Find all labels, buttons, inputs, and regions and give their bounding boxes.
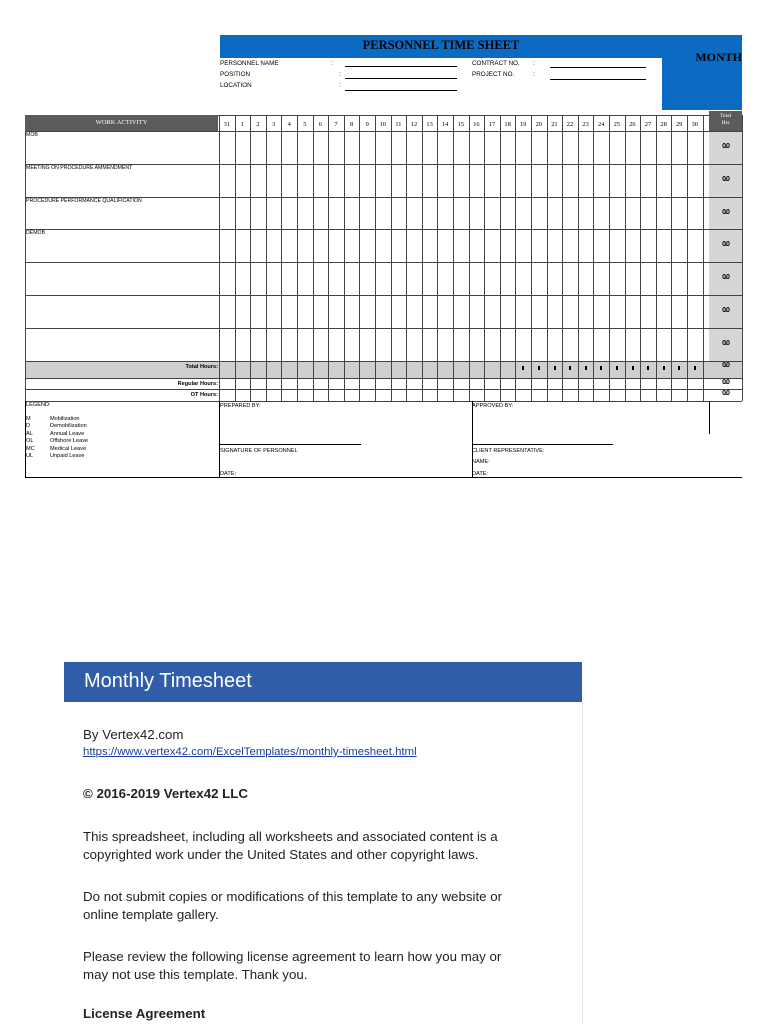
grid-line-horizontal: [25, 131, 742, 132]
day-number: 27: [644, 121, 652, 128]
legend-code: D: [26, 423, 31, 430]
day-number: 11: [395, 121, 402, 128]
day-number: 24: [597, 121, 605, 128]
footer-border-left: [25, 401, 26, 478]
grid-line-vertical: [578, 115, 579, 401]
grid-line-vertical: [313, 115, 314, 401]
day-number: 20: [535, 121, 542, 128]
totals-row-value: 0.0: [722, 361, 729, 369]
totals-row-label: OT Hours:: [190, 391, 218, 398]
legend-code: UL: [26, 453, 34, 459]
grid-line-horizontal: [25, 389, 742, 390]
day-number: 1: [240, 121, 244, 128]
total-hours-tick: [600, 366, 602, 370]
total-hrs-header: [709, 111, 742, 131]
approved-by-label: APPROVED BY:: [472, 403, 514, 409]
name-label: NAME:: [472, 459, 490, 465]
date-label-right: DATE:: [472, 471, 489, 477]
day-number: 15: [457, 121, 464, 128]
legend-code: M: [26, 416, 31, 422]
total-header-line1: Total: [719, 113, 732, 119]
legend-code: MC: [26, 445, 35, 452]
grid-line-vertical: [437, 115, 438, 401]
grid-line-vertical: [297, 115, 298, 401]
total-hours-tick: [585, 366, 587, 370]
row-total-value: 0.0: [722, 208, 729, 216]
legend-description: Medical Leave: [50, 445, 87, 452]
day-number: 23: [582, 121, 589, 128]
grid-line-vertical: [562, 115, 563, 401]
legend-description: Unpaid Leave: [50, 453, 85, 459]
location-input[interactable]: [345, 90, 457, 91]
grid-line-vertical: [235, 115, 236, 401]
totals-row-value: 0.0: [722, 378, 729, 386]
signature-line-right[interactable]: [472, 444, 613, 445]
footer-divider-2: [472, 401, 473, 478]
signature-line-left[interactable]: [220, 444, 361, 445]
footer-divider-1: [219, 401, 220, 478]
grid-line-vertical: [547, 115, 548, 401]
grid-line-vertical: [422, 115, 423, 401]
day-number: 30: [691, 121, 698, 128]
grid-line-vertical: [391, 115, 392, 401]
day-number: 17: [488, 121, 496, 128]
total-hours-tick: [647, 366, 649, 370]
grid-line-horizontal: [25, 295, 742, 296]
project-no-input[interactable]: [550, 79, 646, 80]
row-total-value: 0.0: [722, 241, 729, 249]
activity-label[interactable]: MOB: [26, 132, 38, 138]
day-number: 25: [613, 121, 620, 128]
grid-line-vertical: [453, 115, 454, 401]
grid-line-vertical: [703, 115, 704, 401]
grid-line-vertical: [281, 115, 282, 401]
day-number: 31: [223, 121, 230, 128]
total-hours-tick: [522, 366, 524, 370]
vertex-para2-line1: Do not submit copies or modifications of this template to any website or: [83, 889, 503, 904]
grid-line-vertical: [671, 115, 672, 401]
vertex-para2-line2: online template gallery.: [83, 907, 219, 922]
day-number: 9: [365, 121, 369, 128]
grid-line-vertical: [484, 115, 485, 401]
grid-line-vertical: [328, 115, 329, 401]
grid-line-vertical: [469, 115, 470, 401]
totals-row-value: 0.0: [722, 389, 729, 397]
activity-label[interactable]: PROCEDURE PERFORMANCE QUALIFICATION: [26, 197, 142, 204]
day-number: 3: [271, 121, 276, 128]
field-location-label: LOCATION: [220, 82, 252, 89]
field-colon: :: [533, 60, 535, 67]
month-box: [662, 58, 742, 110]
vertex-title: Monthly Timesheet: [84, 670, 252, 692]
client-representative-label: CLIENT REPRESENTATIVE:: [472, 448, 545, 454]
day-number: 12: [410, 121, 418, 128]
grid-line-vertical: [266, 115, 267, 401]
legend-description: Offshore Leave: [50, 438, 89, 445]
totals-row-label: Regular Hours:: [177, 380, 218, 387]
vertex-link[interactable]: https://www.vertex42.com/ExcelTemplates/monthly-timesheet.html: [83, 746, 417, 758]
day-number: 14: [441, 121, 449, 128]
field-colon: :: [339, 82, 341, 89]
contract-no-input[interactable]: [550, 67, 646, 68]
total-hours-tick: [616, 366, 618, 370]
grid-line-horizontal: [25, 361, 742, 362]
grid-line-vertical: [640, 115, 641, 401]
legend-code: OL: [26, 438, 34, 445]
total-hours-tick: [678, 366, 680, 370]
field-colon: :: [533, 71, 535, 78]
total-hours-tick: [554, 366, 556, 370]
vertex-para1-line2: copyrighted work under the United States and other copyright laws.: [83, 847, 479, 862]
row-total-value: 0.0: [722, 175, 729, 183]
grid-line-vertical: [359, 115, 360, 401]
grid-line-vertical: [250, 115, 251, 401]
field-colon: :: [339, 71, 341, 78]
day-number: 19: [519, 121, 527, 128]
legend-description: Demobilization: [50, 423, 87, 430]
vertex-para3-line2: may not use this template. Thank you.: [83, 967, 308, 982]
position-input[interactable]: [345, 78, 457, 79]
grid-line-horizontal: [25, 378, 742, 379]
row-total-value: 0.0: [722, 274, 729, 282]
day-number: 2: [256, 121, 260, 128]
total-hours-tick: [663, 366, 665, 370]
footer-divider-3: [709, 401, 710, 434]
row-total-value: 0.0: [722, 307, 729, 314]
vertex-right-rule: [582, 702, 583, 1024]
grid-line-vertical: [500, 115, 501, 401]
grid-line-vertical: [25, 115, 26, 401]
total-header-line2: Hrs: [721, 120, 730, 126]
grid-line-horizontal: [25, 229, 742, 230]
day-number: 26: [629, 121, 636, 128]
day-number: 28: [660, 121, 667, 128]
grid-line-vertical: [515, 115, 516, 401]
day-number: 29: [675, 121, 683, 128]
field-position-label: POSITION: [220, 71, 251, 78]
day-number: 18: [504, 121, 511, 128]
day-number: 21: [551, 121, 558, 128]
grid-line-vertical: [609, 115, 610, 401]
legend-description: Annual Leave: [50, 430, 85, 437]
grid-line-vertical: [219, 115, 220, 401]
vertex-para3-line1: Please review the following license agreement to learn how you may or: [83, 949, 502, 964]
footer-border-bottom: [25, 477, 742, 478]
grid-line-vertical: [344, 115, 345, 401]
field-colon: :: [331, 60, 333, 67]
date-label-left: DATE:: [220, 471, 237, 477]
grid-line-horizontal: [25, 262, 742, 263]
row-total-value: 0.0: [722, 339, 729, 347]
field-contract-no-label: CONTRACT NO.: [472, 60, 520, 67]
legend-code: AL: [26, 430, 33, 437]
vertex-para1-line1: This spreadsheet, including all worksheets and associated content is a: [83, 829, 498, 844]
prepared-by-label: PREPARED BY:: [220, 403, 261, 409]
day-number: 13: [426, 121, 433, 128]
month-label: MONTH: [695, 50, 742, 64]
day-number: 4: [287, 121, 291, 128]
field-project-no-label: PROJECT NO.: [472, 71, 515, 78]
vertex-by: By Vertex42.com: [83, 727, 184, 742]
row-total-value: 0.0: [722, 143, 729, 150]
activity-label[interactable]: DEMOB: [26, 230, 46, 237]
activity-label[interactable]: MEETING ON PROCEDURE AMMENDMENT: [26, 164, 133, 171]
signature-of-personnel-label: SIGNATURE OF PERSONNEL: [220, 448, 298, 454]
day-number: 6: [318, 121, 322, 128]
grid-line-vertical: [625, 115, 626, 401]
legend-description: Mobilization: [50, 416, 80, 422]
timesheet-title: PERSONNEL TIME SHEET: [362, 38, 520, 52]
total-hours-tick: [694, 366, 696, 370]
vertex-copyright: © 2016-2019 Vertex42 LLC: [83, 786, 249, 801]
work-activity-header: WORK ACTIVITY: [25, 115, 218, 131]
day-number: 10: [379, 121, 386, 128]
grid-line-horizontal: [25, 401, 742, 402]
grid-line-vertical: [406, 115, 407, 401]
day-number: 22: [566, 121, 574, 128]
legend-title: LEGEND:: [26, 402, 51, 408]
day-number: 7: [334, 121, 338, 128]
grid-line-vertical: [656, 115, 657, 401]
grid-line-vertical: [531, 115, 532, 401]
field-personnel-name-label: PERSONNEL NAME: [220, 60, 279, 67]
vertex-license-heading: License Agreement: [83, 1006, 206, 1021]
day-number: 5: [303, 121, 307, 128]
grid-line-vertical: [593, 115, 594, 401]
grid-line-horizontal: [25, 164, 742, 165]
total-hours-tick: [632, 366, 634, 370]
total-hours-tick: [569, 366, 571, 370]
grid-line-vertical: [742, 115, 743, 401]
grid-line-vertical: [687, 115, 688, 401]
totals-row-label: Total Hours:: [185, 363, 218, 370]
personnel-name-input[interactable]: [345, 66, 457, 67]
day-number: 16: [473, 121, 480, 128]
grid-line-vertical: [375, 115, 376, 401]
grid-line-horizontal: [25, 328, 742, 329]
total-hours-tick: [538, 366, 540, 370]
day-number: 8: [349, 121, 354, 128]
